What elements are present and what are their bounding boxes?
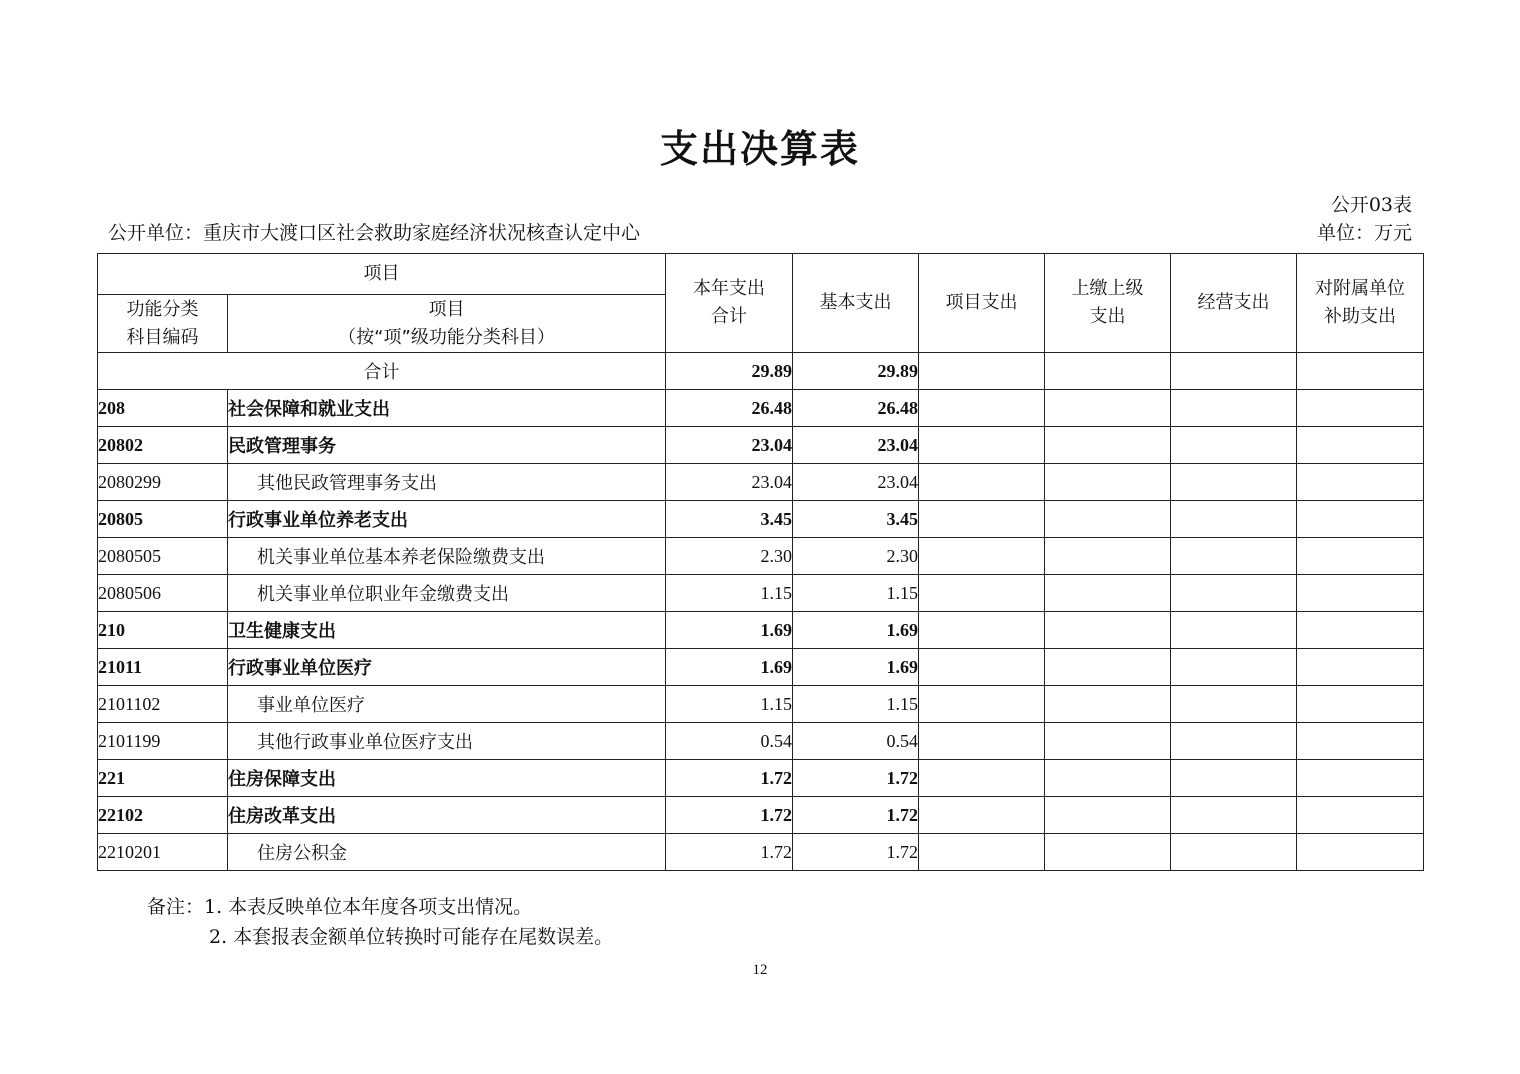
- row-operating: [1171, 575, 1297, 612]
- row-project: [919, 723, 1045, 760]
- row-code: 20805: [98, 501, 228, 538]
- row-upper: [1045, 575, 1171, 612]
- table-row: [98, 797, 1424, 834]
- row-basic: 1.15: [793, 686, 919, 723]
- row-basic: 1.15: [793, 575, 919, 612]
- form-number: 公开03表: [1330, 194, 1412, 216]
- page-title: 支出决算表: [659, 127, 860, 171]
- row-project: [919, 649, 1045, 686]
- row-operating: [1171, 390, 1297, 427]
- row-code: 22102: [98, 797, 228, 834]
- table-row: [98, 723, 1424, 760]
- row-operating: [1171, 649, 1297, 686]
- row-total: 1.69: [666, 649, 793, 686]
- total-project: [919, 353, 1045, 390]
- row-total: 1.15: [666, 686, 793, 723]
- row-operating: [1171, 427, 1297, 464]
- row-code: 21011: [98, 649, 228, 686]
- row-project: [919, 464, 1045, 501]
- row-code: 2210201: [98, 834, 228, 871]
- total-subsidy: [1297, 353, 1424, 390]
- total-basic: 29.89: [793, 353, 919, 390]
- table-row: [98, 427, 1424, 464]
- row-total: 23.04: [666, 464, 793, 501]
- row-upper: [1045, 797, 1171, 834]
- table-row: [98, 760, 1424, 797]
- row-project: [919, 834, 1045, 871]
- row-subsidy: [1297, 649, 1424, 686]
- table-row: [98, 612, 1424, 649]
- row-operating: [1171, 501, 1297, 538]
- row-total: 1.72: [666, 797, 793, 834]
- page-number: 12: [752, 962, 768, 978]
- total-operating: [1171, 353, 1297, 390]
- row-code: 210: [98, 612, 228, 649]
- row-subsidy: [1297, 501, 1424, 538]
- row-name: 机关事业单位基本养老保险缴费支出: [228, 538, 666, 575]
- row-project: [919, 612, 1045, 649]
- row-upper: [1045, 427, 1171, 464]
- row-basic: 23.04: [793, 464, 919, 501]
- row-code: 2080506: [98, 575, 228, 612]
- row-project: [919, 575, 1045, 612]
- row-name: 卫生健康支出: [228, 612, 666, 649]
- row-code: 2101102: [98, 686, 228, 723]
- row-name: 住房保障支出: [228, 760, 666, 797]
- row-name: 其他行政事业单位医疗支出: [228, 723, 666, 760]
- row-code: 221: [98, 760, 228, 797]
- row-total: 1.72: [666, 834, 793, 871]
- row-name: 民政管理事务: [228, 427, 666, 464]
- row-project: [919, 427, 1045, 464]
- row-basic: 26.48: [793, 390, 919, 427]
- row-name: 住房公积金: [228, 834, 666, 871]
- table-row: [98, 575, 1424, 612]
- row-project: [919, 501, 1045, 538]
- row-basic: 1.72: [793, 834, 919, 871]
- row-name: 其他民政管理事务支出: [228, 464, 666, 501]
- notes: [147, 892, 613, 952]
- row-subsidy: [1297, 612, 1424, 649]
- row-basic: 1.69: [793, 649, 919, 686]
- row-operating: [1171, 464, 1297, 501]
- row-total: 26.48: [666, 390, 793, 427]
- row-upper: [1045, 501, 1171, 538]
- reporting-unit: 公开单位：重庆市大渡口区社会救助家庭经济状况核查认定中心: [108, 222, 641, 244]
- row-basic: 1.72: [793, 797, 919, 834]
- row-operating: [1171, 760, 1297, 797]
- header-operating: 经营支出: [1171, 254, 1297, 353]
- row-subsidy: [1297, 797, 1424, 834]
- row-operating: [1171, 834, 1297, 871]
- row-operating: [1171, 686, 1297, 723]
- row-name: 机关事业单位职业年金缴费支出: [228, 575, 666, 612]
- row-basic: 1.69: [793, 612, 919, 649]
- row-code: 2080299: [98, 464, 228, 501]
- row-upper: [1045, 612, 1171, 649]
- row-total: 0.54: [666, 723, 793, 760]
- row-total: 2.30: [666, 538, 793, 575]
- row-operating: [1171, 723, 1297, 760]
- header-item-group: 项目: [98, 254, 666, 295]
- row-subsidy: [1297, 834, 1424, 871]
- header-code-line2: 科目编码: [126, 326, 199, 348]
- row-basic: 3.45: [793, 501, 919, 538]
- table-row: [98, 464, 1424, 501]
- row-basic: 23.04: [793, 427, 919, 464]
- row-project: [919, 390, 1045, 427]
- row-total: 3.45: [666, 501, 793, 538]
- total-amount: 29.89: [666, 353, 793, 390]
- row-code: 20802: [98, 427, 228, 464]
- row-code: 208: [98, 390, 228, 427]
- header-name-line2: （按“项”级功能分类科目）: [338, 326, 555, 348]
- table-row: [98, 649, 1424, 686]
- table-row: [98, 834, 1424, 871]
- row-name: 社会保障和就业支出: [228, 390, 666, 427]
- total-row: [98, 353, 1424, 390]
- row-basic: 0.54: [793, 723, 919, 760]
- total-label: 合计: [98, 353, 666, 390]
- expenditure-table: [97, 253, 1424, 871]
- note-line-2: 2. 本套报表金额单位转换时可能存在尾数误差。: [209, 926, 614, 948]
- row-total: 1.69: [666, 612, 793, 649]
- header-upper-line2: 支出: [1089, 306, 1126, 327]
- header-total-line2: 合计: [711, 306, 747, 327]
- row-project: [919, 797, 1045, 834]
- row-project: [919, 538, 1045, 575]
- row-upper: [1045, 760, 1171, 797]
- header-basic: 基本支出: [793, 254, 919, 353]
- row-subsidy: [1297, 723, 1424, 760]
- row-subsidy: [1297, 686, 1424, 723]
- header-project: 项目支出: [919, 254, 1045, 353]
- header-upper: [1045, 254, 1171, 353]
- header-code: [98, 295, 228, 353]
- row-subsidy: [1297, 390, 1424, 427]
- row-name: 行政事业单位医疗: [228, 649, 666, 686]
- row-operating: [1171, 797, 1297, 834]
- row-subsidy: [1297, 760, 1424, 797]
- header-total: [666, 254, 793, 353]
- header-subsidy-line2: 补助支出: [1324, 306, 1396, 327]
- header-subsidy: [1297, 254, 1424, 353]
- table-row: [98, 686, 1424, 723]
- row-project: [919, 760, 1045, 797]
- row-project: [919, 686, 1045, 723]
- note-line-1: 备注：1. 本表反映单位本年度各项支出情况。: [147, 896, 533, 918]
- header-subsidy-line1: 对附属单位: [1315, 278, 1405, 299]
- row-operating: [1171, 538, 1297, 575]
- row-upper: [1045, 390, 1171, 427]
- table-row: [98, 390, 1424, 427]
- row-upper: [1045, 538, 1171, 575]
- row-subsidy: [1297, 538, 1424, 575]
- total-upper: [1045, 353, 1171, 390]
- row-subsidy: [1297, 464, 1424, 501]
- row-code: 2080505: [98, 538, 228, 575]
- row-upper: [1045, 649, 1171, 686]
- row-operating: [1171, 612, 1297, 649]
- row-basic: 2.30: [793, 538, 919, 575]
- table-row: [98, 501, 1424, 538]
- amount-unit: 单位：万元: [1316, 222, 1412, 244]
- row-upper: [1045, 686, 1171, 723]
- row-upper: [1045, 723, 1171, 760]
- row-name: 行政事业单位养老支出: [228, 501, 666, 538]
- header-total-line1: 本年支出: [693, 278, 765, 299]
- row-basic: 1.72: [793, 760, 919, 797]
- header-code-line1: 功能分类: [126, 298, 199, 320]
- row-total: 23.04: [666, 427, 793, 464]
- header-upper-line1: 上缴上级: [1071, 278, 1144, 299]
- header-name-line1: 项目: [428, 298, 465, 320]
- row-upper: [1045, 464, 1171, 501]
- row-total: 1.15: [666, 575, 793, 612]
- row-code: 2101199: [98, 723, 228, 760]
- row-subsidy: [1297, 427, 1424, 464]
- row-name: 住房改革支出: [228, 797, 666, 834]
- row-name: 事业单位医疗: [228, 686, 666, 723]
- table-row: [98, 538, 1424, 575]
- row-upper: [1045, 834, 1171, 871]
- row-subsidy: [1297, 575, 1424, 612]
- header-name: [228, 295, 666, 353]
- row-total: 1.72: [666, 760, 793, 797]
